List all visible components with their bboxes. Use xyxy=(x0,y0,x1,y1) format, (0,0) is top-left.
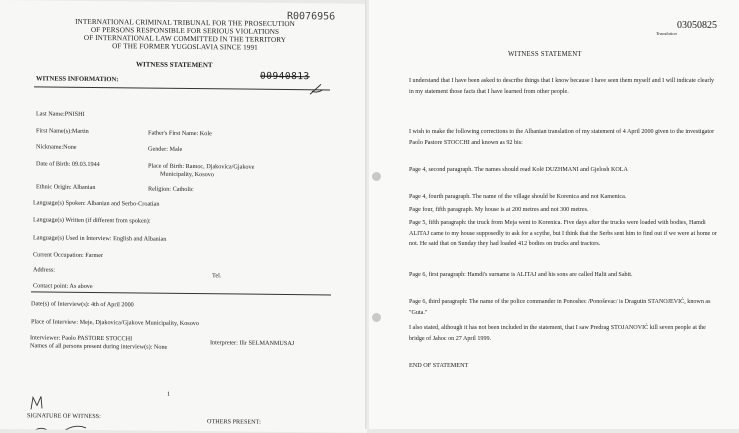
end-of-statement: END OF STATEMENT xyxy=(409,362,469,369)
signature-initial-mark xyxy=(28,393,50,411)
nickname-field: Nickname:None xyxy=(36,143,77,151)
date-of-interview-field: Date(s) of Interview(s): 4th of April 2000 xyxy=(31,300,134,309)
handwritten-reference-number: R0076956 xyxy=(287,11,336,23)
correction-item: Page 4, second paragraph. The names should read Kolë DUZHMANI and Gjelosh KOLA xyxy=(409,167,628,173)
statement-title: WITNESS STATEMENT xyxy=(508,51,582,58)
interviewer-field: Interviewer: Paolo PASTORE STOCCHI xyxy=(30,334,133,343)
statement-paragraph-corrections: I wish to make the following corrections to the Albanian translation of my statement of 4 April 2000 given to the investigator Paolo Pastore STOCCHI and known as 92 bis: xyxy=(409,129,715,146)
languages-spoken-field: Language(s) Spoken: Albanian and Serbo-Croatian xyxy=(33,199,160,208)
correction-item: Page four, fifth paragraph. My house is at 200 metres and not 300 metres. xyxy=(409,207,589,213)
last-name-field: Last Name:PNISHI xyxy=(36,110,85,118)
contact-point-field: Contact point: As above xyxy=(33,282,93,290)
tribunal-header-line-4: OF THE FORMER YUGOSLAVIA SINCE 1991 xyxy=(112,42,258,52)
correction-item: Page 5, fifth paragraph: the truck from Meja went to Korenica. Five days after the trucks were loaded with bodies, Hamdi ALITAJ came to my house supposedly to ask for a scythe, but I think that the Serbs sent him to find out if we were at home or not. He said that on Sunday they had loaded 412 bodies on trucks and tractors. xyxy=(409,220,717,248)
correction-item: Page 4, fourth paragraph. The name of the village should be Korenica and not Kamenica. xyxy=(409,194,627,200)
occupation-field: Current Occupation: Farmer xyxy=(33,251,104,260)
tribunal-header-line-3: OF INTERNATIONAL LAW COMMITTED IN THE TERRITORY xyxy=(83,33,287,44)
fathers-name-field: Father's First Name: Kole xyxy=(148,129,212,138)
date-of-birth-field: Date of Birth: 09.03.1944 xyxy=(36,160,100,169)
additional-statement: I also stated, although it has not been included in the statement, that I saw Predrag STOJANOVIĆ kill seven people at the bridge of Jahoc on 27 April 1999. xyxy=(409,325,706,342)
address-field: Address: xyxy=(33,266,55,274)
first-name-field: First Name(s):Martin xyxy=(36,127,89,135)
signature-scribble xyxy=(30,420,90,430)
translation-label: Translation xyxy=(656,31,677,36)
witness-information-label: WITNESS INFORMATION: xyxy=(36,75,119,84)
binder-hole xyxy=(372,313,381,322)
right-document-page xyxy=(369,0,739,429)
names-present-field: Names of all persons present during interview(s): None xyxy=(30,342,168,351)
left-document-page xyxy=(0,0,367,433)
languages-written-field: Language(s) Written (if different from spoken): xyxy=(33,216,151,225)
languages-interview-field: Language(s) Used in Interview: English and Albanian xyxy=(33,234,167,243)
telephone-field: Tel. xyxy=(212,272,222,280)
binder-hole xyxy=(372,172,381,181)
correction-item: Page 6, first paragraph: Hamdi's surname is ALITAJ and his sons are called Halit and Sabit. xyxy=(409,272,633,278)
correction-item: Page 6, third paragraph: The name of the police commander in Ponoshec /Ponoševac/ is Dragutin STANOJEVIĆ, known as "Guta." xyxy=(409,299,711,316)
interpreter-field: Interpreter: Ilir SELMANMUSAJ xyxy=(210,339,295,348)
contact-underline xyxy=(31,291,331,295)
tribunal-header-line-1: INTERNATIONAL CRIMINAL TRIBUNAL FOR THE PROSECUTION xyxy=(75,17,295,29)
place-of-birth-field: Place of Birth: Ramoc, Djakovica/Gjakove xyxy=(148,162,255,171)
section-underline xyxy=(34,86,330,90)
ethnic-origin-field: Ethnic Origin: Albanian xyxy=(36,183,96,191)
signature-of-witness-label: SIGNATURE OF WITNESS: xyxy=(27,412,101,421)
place-of-birth-field-cont: Municipality, Kosovo xyxy=(160,170,214,179)
gender-field: Gender: Male xyxy=(148,145,183,153)
others-present-label: OTHERS PRESENT: xyxy=(207,418,261,426)
tribunal-header-line-2: OF PERSONS RESPONSIBLE FOR SERIOUS VIOLATIONS xyxy=(90,25,280,36)
place-of-interview-field: Place of Interview: Meje, Djakovica/Gjakove Municipality, Kosovo xyxy=(31,318,199,328)
page-number: 1 xyxy=(167,390,171,398)
religion-field: Religion: Catholic xyxy=(148,185,194,194)
document-number: 03050825 xyxy=(677,20,717,31)
erp-stamp-number: 00940813 xyxy=(260,70,310,83)
statement-title: WITNESS STATEMENT xyxy=(136,60,213,70)
statement-paragraph-intro: I understand that I have been asked to describe things that I know because I have seen them myself and I will indicate clearly in my statement those facts that I have learned from other people. xyxy=(409,78,715,95)
